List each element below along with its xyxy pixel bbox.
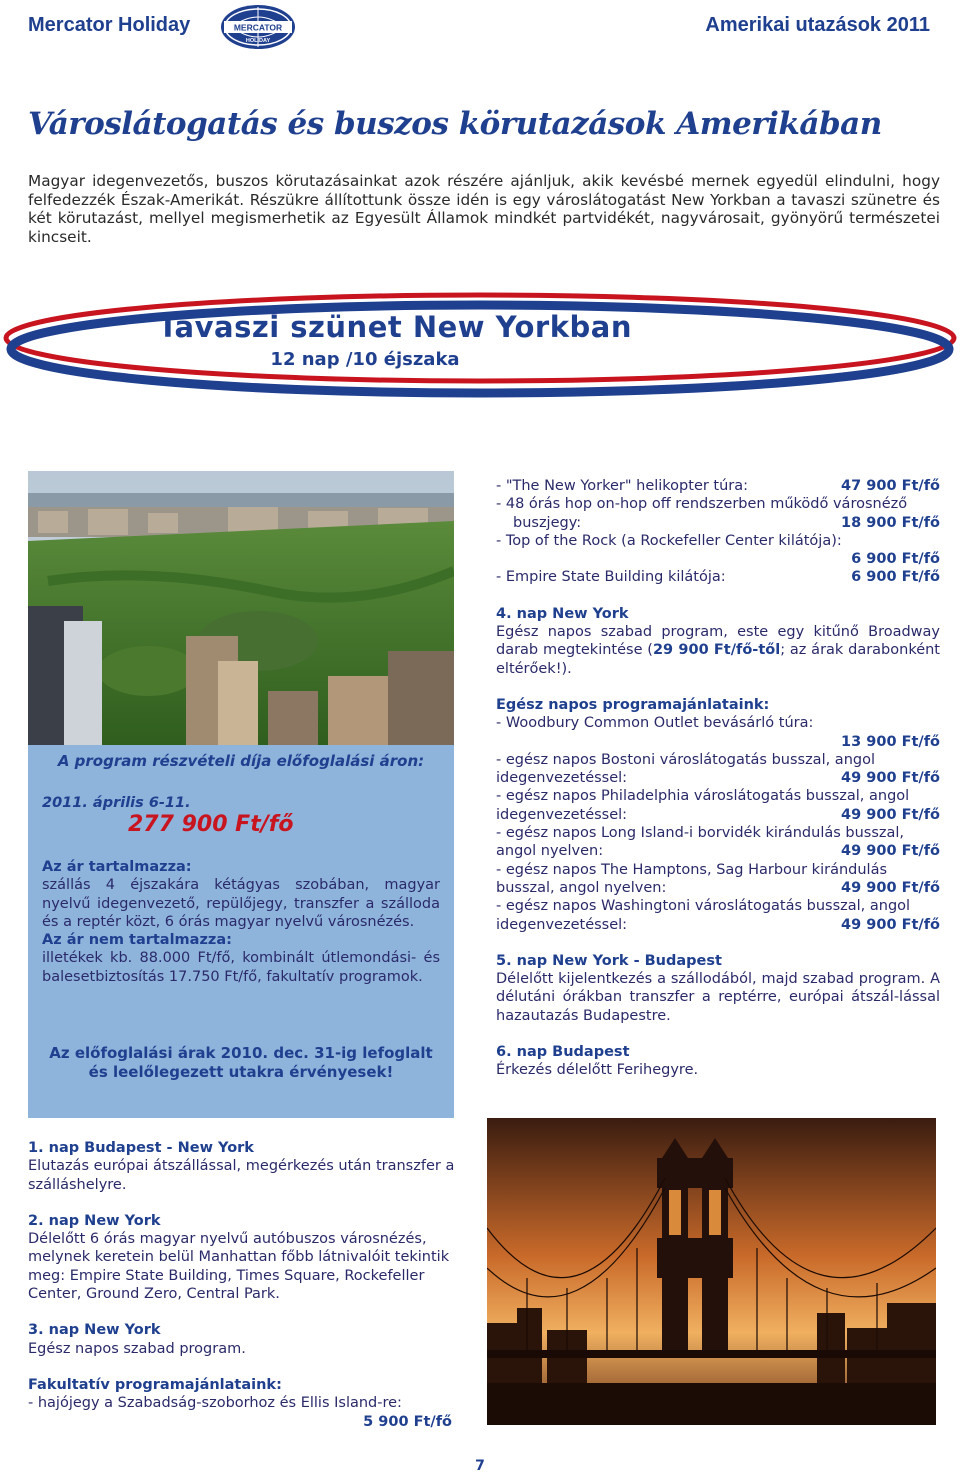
- excludes-label: Az ár nem tartalmazza:: [42, 932, 232, 949]
- program-item: - egész napos Bostoni városlátogatás busszal, angol idegenvezetéssel: 49 900 Ft/fő: [496, 751, 940, 787]
- day4-title: 4. nap New York: [496, 605, 629, 622]
- day3-text: Egész napos szabad program.: [28, 1340, 246, 1357]
- optional-title: Fakultatív programajánlataink:: [28, 1376, 282, 1393]
- svg-text:MERCATOR: MERCATOR: [233, 22, 283, 33]
- day2-title: 2. nap New York: [28, 1212, 161, 1229]
- banner-title: Tavaszi szünet New Yorkban: [158, 310, 632, 344]
- price-box-footer: Az előfoglalási árak 2010. dec. 31-ig lefoglalt és leelőlegezett utakra érvényesek!: [49, 1044, 433, 1081]
- program-item: - egész napos Philadelphia városlátogatás busszal, angol idegenvezetéssel: 49 900 Ft/fő: [496, 788, 940, 823]
- intro-paragraph: Magyar idegenvezetős, buszos körutazásainkat azok részére ajánljuk, akik kevésbé mernek egyedül elindulni, hogy felfedezzék Észak-Amerikát. Részükre állítottunk össze idén is egy városlátogatást New Yorkban a tavaszi szünetre és két körutazást, mellyel megismerhetik az Egyesült Államok mindkét partvidékét, nagyvárosait, gyönyörű természetei kincseit.: [28, 172, 940, 246]
- brand-name: Mercator Holiday: [28, 14, 191, 36]
- page-title: Városlátogatás és buszos körutazások Amerikában: [28, 106, 882, 142]
- trip-price: 277 900 Ft/fő: [128, 812, 294, 837]
- program-item: - Woodbury Common Outlet bevásárló túra: 13 900 Ft/fő: [496, 715, 940, 750]
- right-column: [496, 477, 940, 1080]
- day5-text: Délelőtt kijelentkezés a szállodából, majd szabad program. A délutáni órákban transzfer a reptérre, európai átszál-lással hazautazás Budapestre.: [496, 971, 940, 1024]
- day3-title: 3. nap New York: [28, 1322, 161, 1339]
- day6-text: Érkezés délelőtt Ferihegyre.: [496, 1062, 699, 1079]
- trip-date: 2011. április 6-11.: [42, 795, 191, 811]
- svg-text:HOLIDAY: HOLIDAY: [245, 38, 271, 44]
- central-park-photo: [28, 471, 454, 745]
- brooklyn-bridge-photo: [487, 1118, 936, 1425]
- mercator-logo: [218, 2, 298, 52]
- banner-ellipses: [0, 278, 960, 418]
- day1-title: 1. nap Budapest - New York: [28, 1140, 254, 1156]
- page-number: 7: [475, 1458, 485, 1474]
- programs-title: Egész napos programajánlataink:: [496, 696, 770, 713]
- includes-label: Az ár tartalmazza:: [42, 859, 192, 875]
- header-title: Amerikai utazások 2011: [705, 14, 930, 36]
- excludes-text: illetékek kb. 88.000 Ft/fő, kombinált útlemondási- és balesetbiztosítás 17.750 Ft/fő, fakultatív programok.: [42, 950, 440, 985]
- day1-text: Elutazás európai átszállással, megérkezés után transzfer a szálláshelyre.: [28, 1158, 455, 1193]
- price-details: [42, 858, 440, 986]
- optional-item: - Empire State Building kilátója: 6 900 Ft/fő: [496, 569, 940, 586]
- program-item: - egész napos The Hamptons, Sag Harbour kirándulás busszal, angol nyelven: 49 900 Ft/fő: [496, 861, 940, 896]
- day5-title: 5. nap New York - Budapest: [496, 952, 722, 969]
- includes-text: szállás 4 éjszakára kétágyas szobában, magyar nyelvű idegenvezető, repülőjegy, transzfer a szálloda és a reptér közt, 6 órás magyar nyelvű városnézés.: [42, 877, 440, 930]
- banner-subtitle: 12 nap /10 éjszaka: [270, 349, 460, 370]
- optional-item: - 48 órás hop on-hop off rendszerben működő városnéző buszjegy: 18 900 Ft/fő: [496, 496, 940, 531]
- price-box-title: A program részvételi díja előfoglalási áron:: [57, 752, 425, 770]
- itinerary-left: [28, 1139, 472, 1431]
- day4-text: Egész napos szabad program, este egy kitűnő Broadway darab megtekintése (29 900 Ft/fő-től; az árak darabonként eltérőek!).: [496, 624, 940, 677]
- program-item: - egész napos Long Island-i borvidék kirándulás busszal, angol nyelven: 49 900 Ft/fő: [496, 825, 940, 860]
- day2-text: Délelőtt 6 órás magyar nyelvű autóbuszos városnézés, melynek keretein belül Manhattan főbb látnivalóit tekintik meg: Empire State Building, Times Square, Rockefeller Center, Ground Zero, Central Park.: [28, 1231, 450, 1303]
- program-item: - egész napos Washingtoni városlátogatás busszal, angol idegenvezetéssel: 49 900 Ft/fő: [496, 898, 940, 933]
- optional-item: - "The New Yorker" helikopter túra: 47 900 Ft/fő: [496, 478, 940, 494]
- ferry-text: - hajójegy a Szabadság-szoborhoz és Ellis Island-re:: [28, 1395, 402, 1412]
- day6-title: 6. nap Budapest: [496, 1044, 630, 1061]
- optional-item: - Top of the Rock (a Rockefeller Center kilátója): 6 900 Ft/fő: [496, 532, 940, 568]
- ferry-price: 5 900 Ft/fő: [363, 1413, 452, 1430]
